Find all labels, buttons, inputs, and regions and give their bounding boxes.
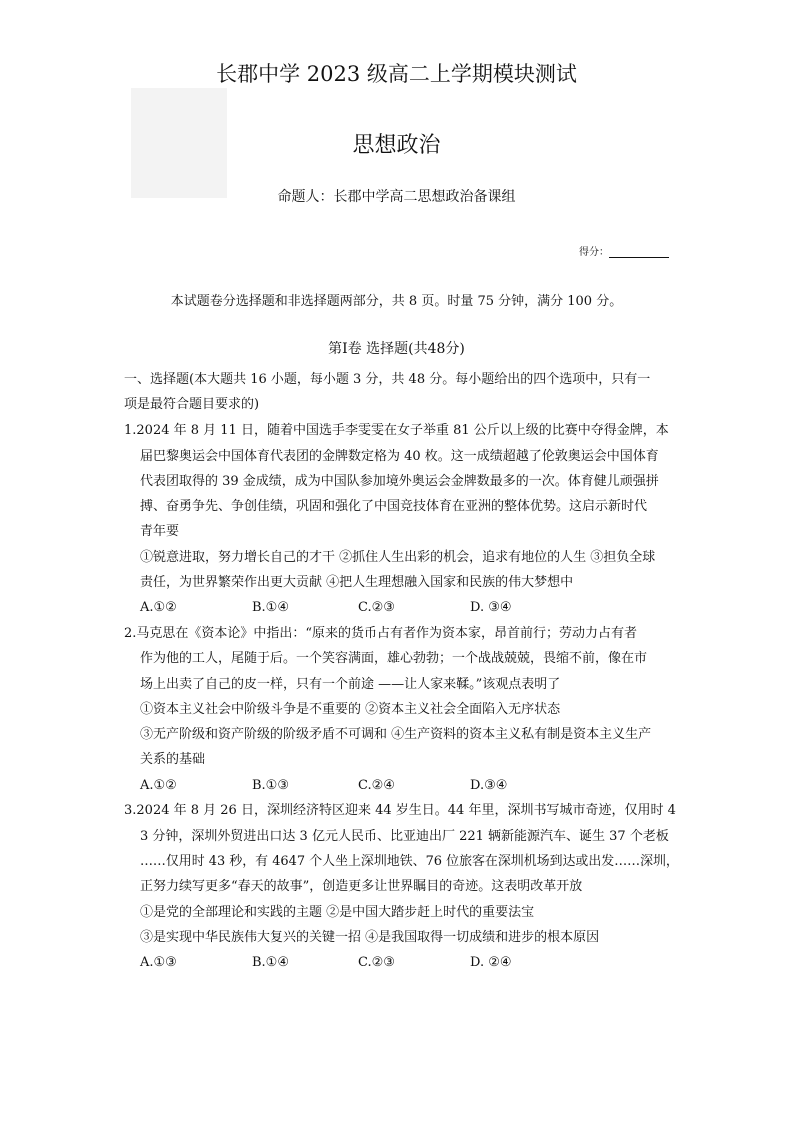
option-d[interactable]: D.③④ xyxy=(470,778,508,793)
score-blank[interactable] xyxy=(609,247,669,258)
statement-line: ①是党的全部理论和实践的主题 ②是中国大踏步赶上时代的重要法宝 xyxy=(140,905,535,920)
score-label: 得分： xyxy=(579,247,609,258)
option-a[interactable]: A.①② xyxy=(140,778,177,793)
statement-line: ①资本主义社会中阶级斗争是不重要的 ②资本主义社会全面陷入无序状态 xyxy=(140,702,561,717)
part-title: 第Ⅰ卷 选择题(共48分) xyxy=(328,341,465,357)
question-stem-line: ……仅用时 43 秒，有 4647 个人坐上深圳地铁、76 位旅客在深圳机场到达或出发……深圳， xyxy=(140,854,679,869)
option-c[interactable]: C.②③ xyxy=(358,955,395,970)
option-d[interactable]: D. ③④ xyxy=(470,600,512,615)
question-stem-line: 青年要 xyxy=(140,524,180,539)
option-b[interactable]: B.①④ xyxy=(252,955,289,970)
statement-line: 责任，为世界繁荣作出更大贡献 ④把人生理想融入国家和民族的伟大梦想中 xyxy=(140,575,574,590)
statement-line: ①锐意进取，努力增长自己的才干 ②抓住人生出彩的机会，追求有地位的人生 ③担负全球 xyxy=(140,550,656,565)
option-c[interactable]: C.②③ xyxy=(358,600,395,615)
question-stem-line: 2.马克思在《资本论》中指出：“原来的货币占有者作为资本家，昂首前行；劳动力占有者 xyxy=(124,626,638,641)
question-stem-line: 正努力续写更多“春天的故事”，创造更多让世界瞩目的奇迹。这表明改革开放 xyxy=(140,879,583,894)
author-line: 命题人：长郡中学高二思想政治备课组 xyxy=(277,189,516,205)
score-field xyxy=(579,243,669,258)
question-stem-line: 1.2024 年 8 月 11 日，随着中国选手李雯雯在女子举重 81 公斤以上级的比赛中夺得金牌，本 xyxy=(124,423,669,438)
question-stem-line: 3.2024 年 8 月 26 日，深圳经济特区迎来 44 岁生日。44 年里，深圳书写城市奇迹，仅用时 4 xyxy=(124,803,676,818)
question-stem-line: 届巴黎奥运会中国体育代表团的金牌数定格为 40 枚。这一成绩超越了伦敦奥运会中国体育 xyxy=(140,449,659,464)
question-stem-line: 代表团取得的 39 金成绩，成为中国队参加境外奥运会金牌数最多的一次。体育健儿顽强拼 xyxy=(140,474,659,489)
option-a[interactable]: A.①② xyxy=(140,600,177,615)
question-stem-line: 作为他的工人，尾随于后。一个笑容满面，雄心勃勃；一个战战兢兢，畏缩不前，像在市 xyxy=(140,651,648,666)
subject-title: 思想政治 xyxy=(352,133,441,158)
section-intro-line: 项是最符合题目要求的) xyxy=(124,397,260,412)
statement-line: ③是实现中华民族伟大复兴的关键一招 ④是我国取得一切成绩和进步的根本原因 xyxy=(140,930,600,945)
option-b[interactable]: B.①④ xyxy=(252,600,289,615)
instructions: 本试题卷分选择题和非选择题两部分，共 8 页。时量 75 分钟，满分 100 分。 xyxy=(170,294,623,309)
option-c[interactable]: C.②④ xyxy=(358,778,395,793)
statement-line: 关系的基础 xyxy=(140,752,206,767)
question-stem-line: 3 分钟，深圳外贸进出口达 3 亿元人民币、比亚迪出厂 221 辆新能源汽车、诞生 37 个老板 xyxy=(140,829,669,844)
statement-line: ③无产阶级和资产阶级的阶级矛盾不可调和 ④生产资料的资本主义私有制是资本主义生产 xyxy=(140,727,652,742)
option-b[interactable]: B.①③ xyxy=(252,778,289,793)
exam-title: 长郡中学 2023 级高二上学期模块测试 xyxy=(216,62,577,86)
option-d[interactable]: D. ②④ xyxy=(470,955,512,970)
question-stem-line: 场上出卖了自己的皮一样，只有一个前途 ——让人家来鞣。”该观点表明了 xyxy=(140,677,561,692)
question-stem-line: 搏、奋勇争先、争创佳绩，巩固和强化了中国竞技体育在亚洲的整体优势。这启示新时代 xyxy=(140,499,648,514)
option-a[interactable]: A.①③ xyxy=(140,955,177,970)
section-intro-line: 一、选择题(本大题共 16 小题，每小题 3 分，共 48 分。每小题给出的四个选项中，只有一 xyxy=(124,372,651,387)
